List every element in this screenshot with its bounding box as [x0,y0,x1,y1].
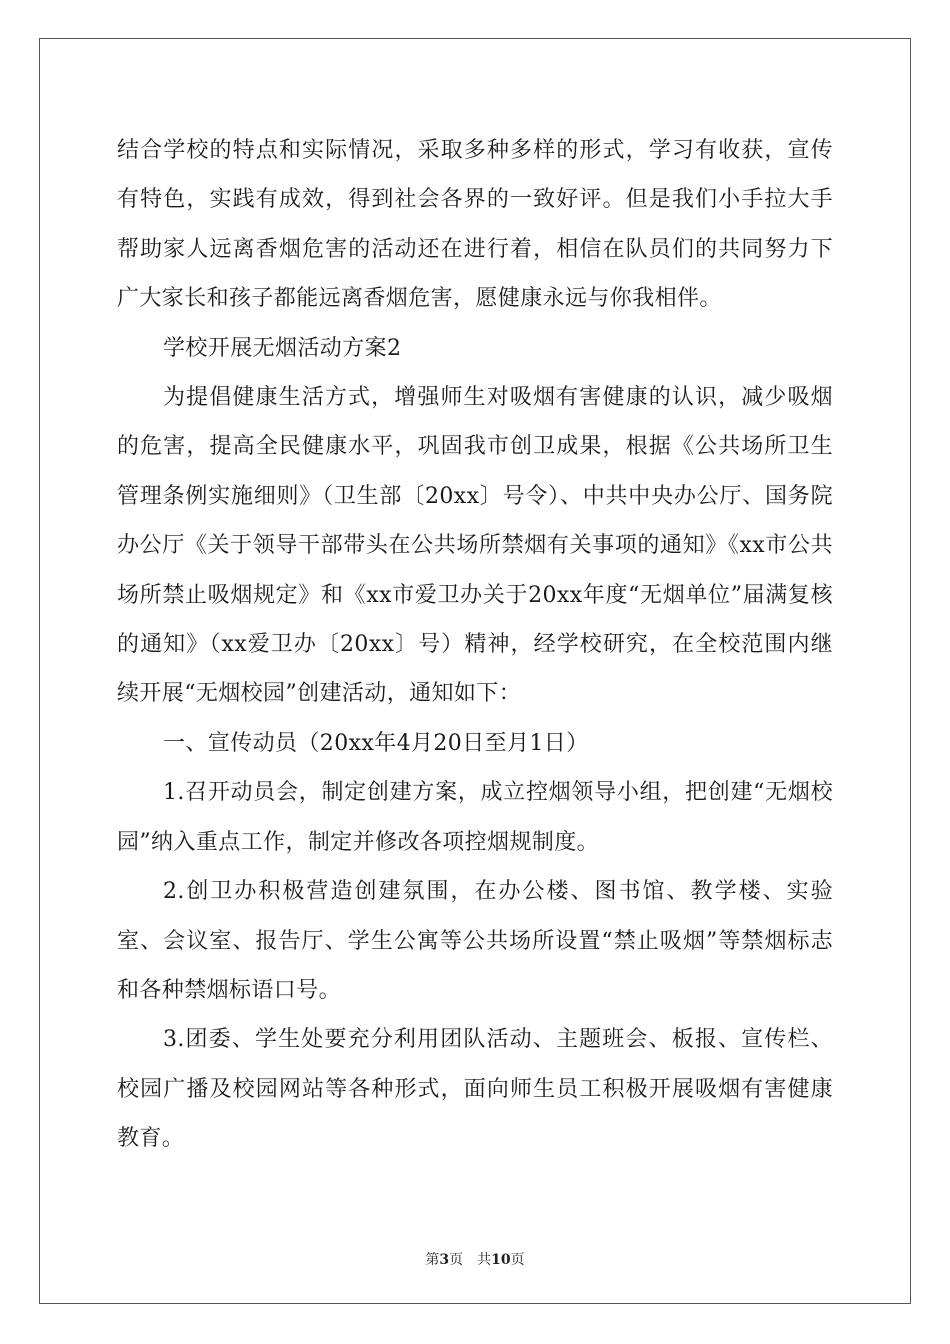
list-item-3: 3.团委、学生处要充分利用团队活动、主题班会、板报、宣传栏、校园广播及校园网站等各种形式，面向师生员工积极开展吸烟有害健康教育。 [117,1027,833,1152]
paragraph-1: 结合学校的特点和实际情况，采取多种多样的形式，学习有收获，宣传有特色，实践有成效，得到社会各界的一致好评。但是我们小手拉大手帮助家人远离香烟危害的活动还在进行着，相信在队员们的共同努力下广大家长和孩子都能远离香烟危害，愿健康永远与你我相伴。 [117,138,833,312]
document-body [117,126,833,1164]
paragraph-3: 为提倡健康生活方式，增强师生对吸烟有害健康的认识，减少吸烟的危害，提高全民健康水平，巩固我市创卫成果，根据《公共场所卫生管理条例实施细则》（卫生部〔20xx〕号令）、中共中央办公厅、国务院办公厅《关于领导干部带头在公共场所禁烟有关事项的通知》《xx市公共场所禁止吸烟规定》和《xx市爱卫办关于20xx年度“无烟单位”届满复核的通知》（xx爱卫办〔20xx〕号）精神，经学校研究，在全校范围内继续开展“无烟校园”创建活动，通知如下： [117,385,833,707]
subsection-heading: 一、宣传动员（20xx年4月20日至月1日） [163,730,589,756]
page-footer [0,1249,950,1269]
section-heading: 学校开展无烟活动方案2 [163,335,402,361]
list-item-2: 2.创卫办积极营造创建氛围，在办公楼、图书馆、教学楼、实验室、会议室、报告厅、学生公寓等公共场所设置“禁止吸烟”等禁烟标志和各种禁烟标语口号。 [117,879,833,1003]
page-prefix: 第 [425,1252,440,1268]
list-item-1: 1.召开动员会，制定创建方案，成立控烟领导小组，把创建“无烟校园”纳入重点工作，制定并修改各项控烟规制度。 [117,780,833,855]
page-unit: 页 [449,1252,464,1268]
total-unit: 页 [510,1252,525,1268]
page-total: 10 [491,1252,511,1268]
total-prefix: 共 [477,1252,492,1268]
page-current: 3 [439,1252,450,1268]
